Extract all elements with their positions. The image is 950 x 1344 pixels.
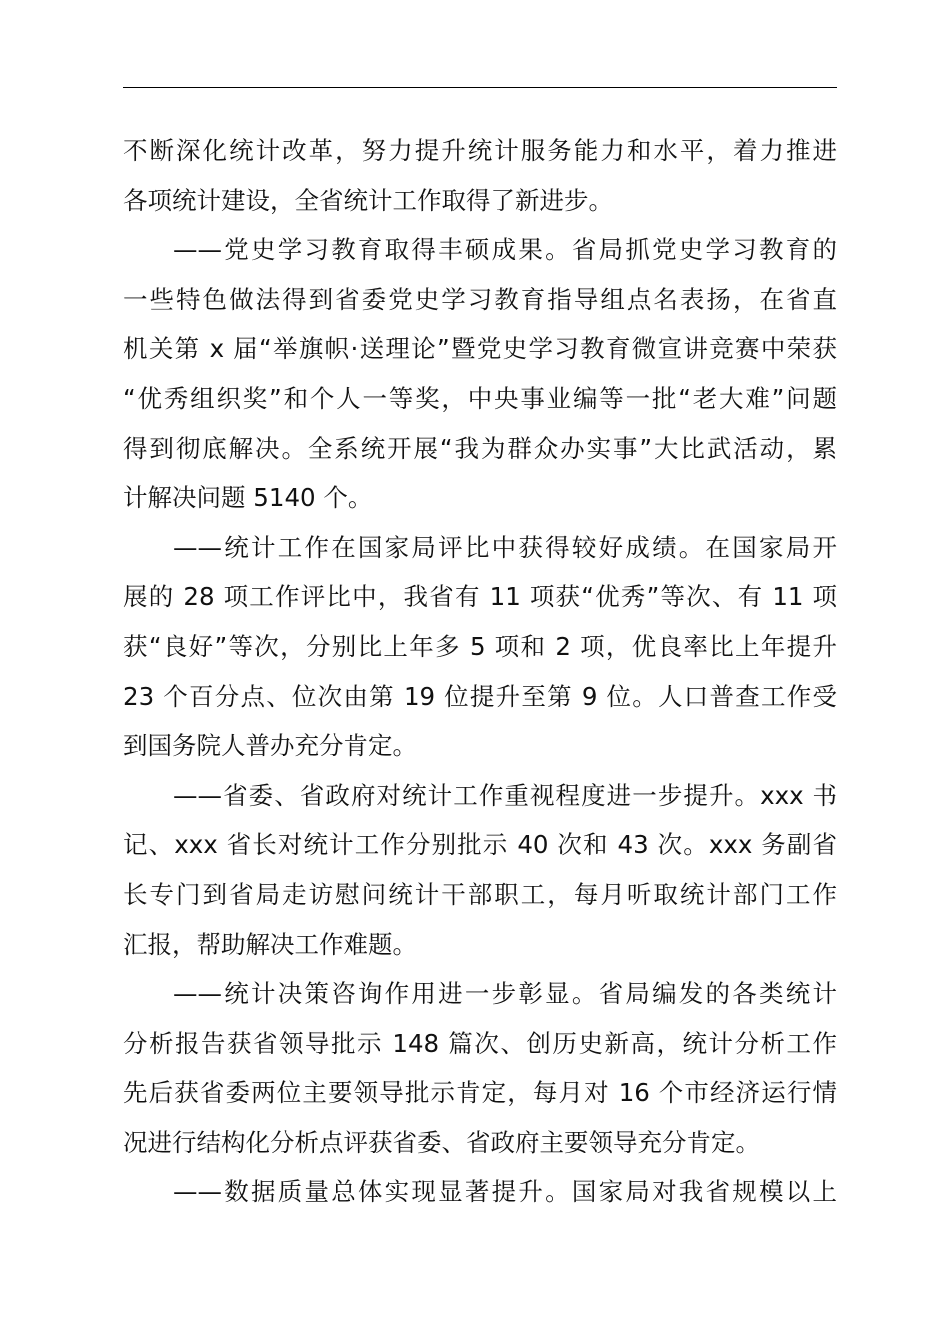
text-line: 况进行结构化分析点评获省委、省政府主要领导充分肯定。 (123, 1127, 760, 1157)
text-line: ——党史学习教育取得丰硕成果。省局抓党史学习教育的 (173, 235, 837, 265)
body-text (123, 126, 837, 1217)
text-line: 展的 28 项工作评比中，我省有 11 项获“优秀”等次、有 11 项 (123, 582, 837, 612)
text-line: ——统计工作在国家局评比中获得较好成绩。在国家局开 (173, 532, 837, 562)
text-line: 23 个百分点、位次由第 19 位提升至第 9 位。人口普查工作受 (123, 681, 837, 711)
text-line: 各项统计建设，全省统计工作取得了新进步。 (123, 185, 613, 215)
text-line: 分析报告获省领导批示 148 篇次、创历史新高，统计分析工作 (123, 1028, 837, 1058)
header-rule (123, 87, 837, 88)
text-line: 得到彻底解决。全系统开展“我为群众办实事”大比武活动，累 (123, 433, 837, 463)
text-line: 一些特色做法得到省委党史学习教育指导组点名表扬，在省直 (123, 284, 837, 314)
text-line: 长专门到省局走访慰问统计干部职工，每月听取统计部门工作 (123, 879, 837, 909)
text-line: 记、xxx 省长对统计工作分别批示 40 次和 43 次。xxx 务副省 (123, 830, 837, 860)
text-line: 获“良好”等次，分别比上年多 5 项和 2 项，优良率比上年提升 (123, 631, 837, 661)
text-line: ——数据质量总体实现显著提升。国家局对我省规模以上 (173, 1177, 837, 1207)
text-line: 到国务院人普办充分肯定。 (123, 731, 417, 761)
text-line: 不断深化统计改革，努力提升统计服务能力和水平，着力推进 (123, 136, 837, 165)
text-line: 汇报，帮助解决工作难题。 (123, 929, 417, 959)
text-line: 计解决问题 5140 个。 (123, 483, 373, 513)
text-line: 先后获省委两位主要领导批示肯定，每月对 16 个市经济运行情 (123, 1078, 837, 1108)
text-line: ——省委、省政府对统计工作重视程度进一步提升。xxx 书 (173, 780, 837, 810)
text-line: ——统计决策咨询作用进一步彰显。省局编发的各类统计 (173, 979, 837, 1009)
text-line: “优秀组织奖”和个人一等奖，中央事业编等一批“老大难”问题 (123, 383, 837, 413)
text-line: 机关第 x 届“举旗帜·送理论”暨党史学习教育微宣讲竞赛中荣获 (123, 334, 837, 364)
